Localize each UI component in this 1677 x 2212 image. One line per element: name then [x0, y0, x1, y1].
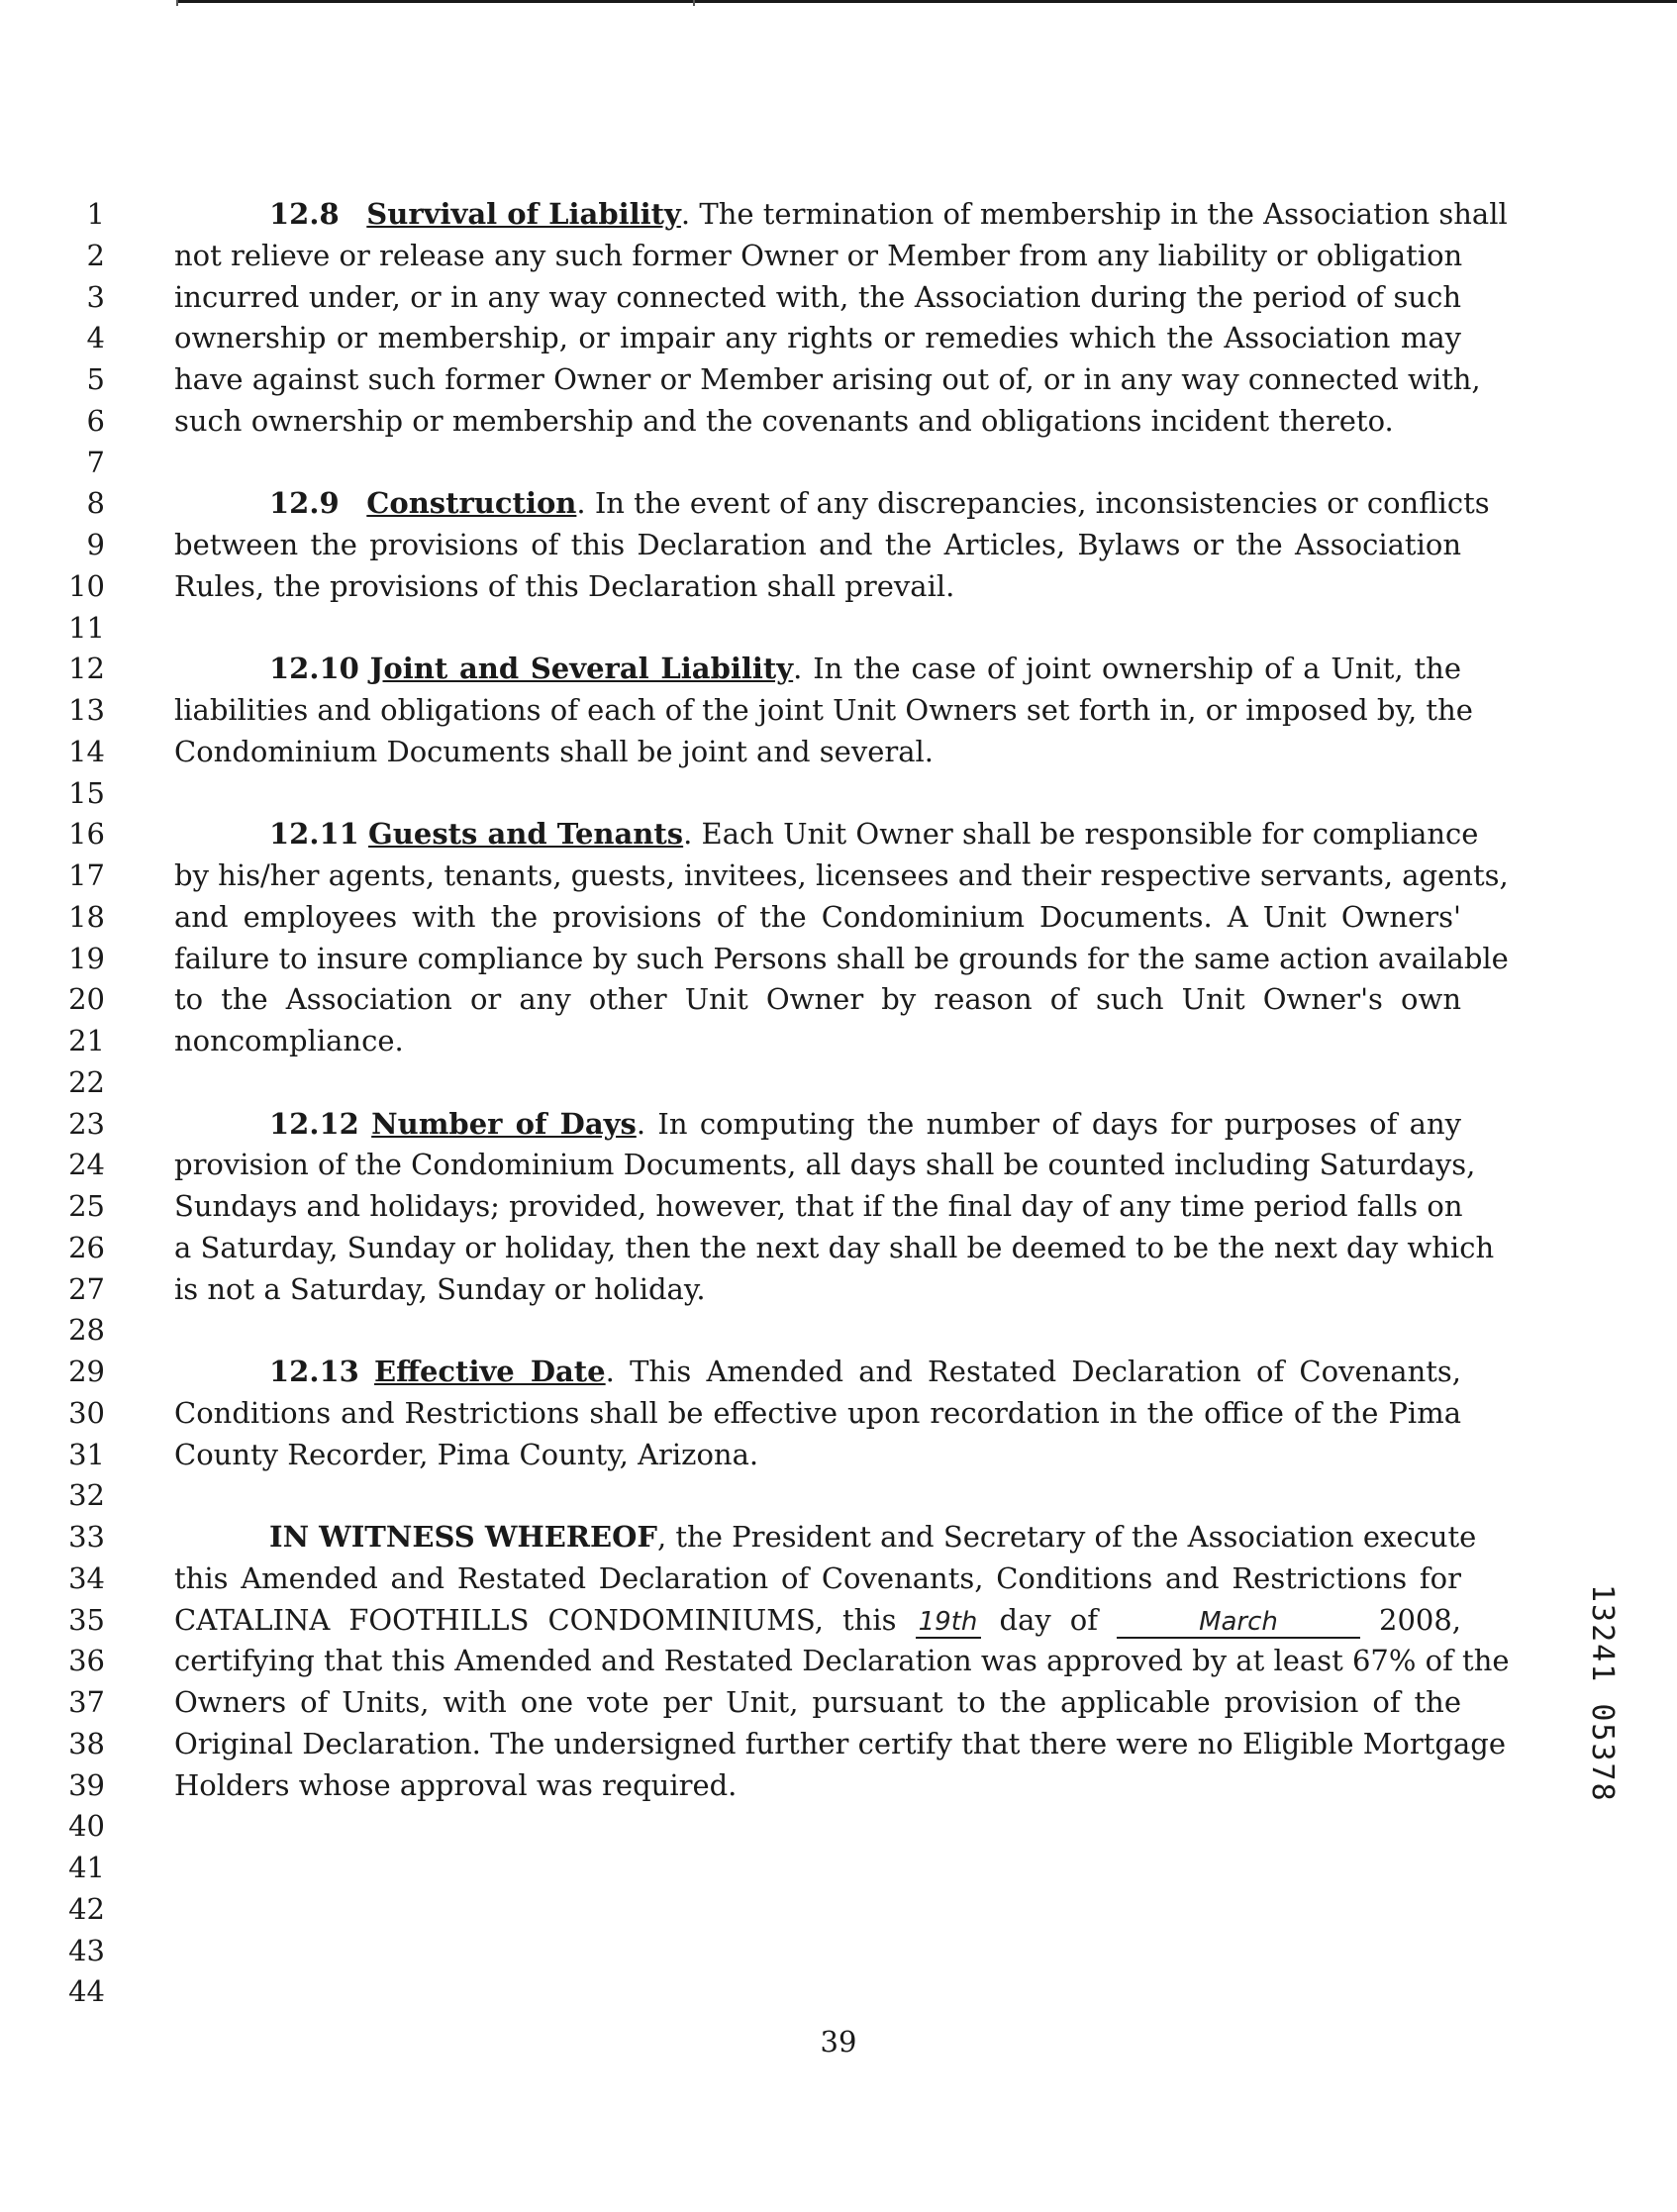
line-number: 28	[68, 1313, 105, 1348]
paragraph-line: Sundays and holidays; provided, however, that if the final day of any time period falls on	[174, 1189, 1463, 1223]
paragraph-line: and employees with the provisions of the Condominium Documents. A Unit Owners'	[174, 899, 1461, 934]
top-tick-mark	[176, 0, 178, 6]
paragraph-line: have against such former Owner or Member arising out of, or in any way connected with,	[174, 362, 1481, 396]
line-number: 21	[68, 1024, 105, 1057]
line-number: 38	[68, 1726, 105, 1760]
line-number: 22	[68, 1064, 105, 1099]
recording-stamp-number: 13241 05378	[1585, 1584, 1620, 1803]
line-number: 3	[86, 279, 105, 314]
line-number: 10	[68, 568, 105, 603]
paragraph-line: 12.8 Survival of Liability. The termination of membership in the Association shall	[269, 197, 1508, 231]
paragraph-line: 12.12 Number of Days. In computing the number of days for purposes of any	[269, 1106, 1462, 1141]
line-number: 27	[68, 1271, 105, 1306]
paragraph-line: between the provisions of this Declaration and the Articles, Bylaws or the Association	[174, 528, 1461, 561]
line-number: 19	[68, 941, 105, 975]
line-number: 36	[68, 1644, 105, 1678]
handwritten-month: March	[1117, 1607, 1360, 1639]
section-number: 12.10	[269, 652, 359, 686]
paragraph-line: 12.10 Joint and Several Liability. In the case of joint ownership of a Unit, the	[269, 652, 1461, 686]
section-number: 12.8	[269, 197, 340, 231]
paragraph-line: not relieve or release any such former Owner or Member from any liability or obligation	[174, 238, 1463, 272]
line-number: 33	[68, 1520, 105, 1554]
paragraph-line: 12.13 Effective Date. This Amended and Restated Declaration of Covenants,	[269, 1355, 1462, 1388]
paragraph-line: such ownership or membership and the covenants and obligations incident thereto.	[174, 403, 1394, 438]
paragraph-line: Condominium Documents shall be joint and several.	[174, 734, 935, 768]
signature-date-line: CATALINA FOOTHILLS CONDOMINIUMS, this 19th day of March 2008,	[174, 1602, 1462, 1637]
paragraph-line: failure to insure compliance by such Persons shall be grounds for the same action available	[174, 941, 1509, 975]
line-number: 44	[68, 1974, 105, 2009]
paragraph-line: certifying that this Amended and Restated Declaration was approved by at least 67% of the	[174, 1644, 1510, 1678]
paragraph-line: IN WITNESS WHEREOF, the President and Secretary of the Association execute	[269, 1520, 1477, 1554]
paragraph-line: is not a Saturday, Sunday or holiday.	[174, 1271, 706, 1306]
line-number: 5	[86, 362, 105, 396]
paragraph-line: incurred under, or in any way connected with, the Association during the period of such	[174, 279, 1461, 314]
paragraph-line: County Recorder, Pima County, Arizona.	[174, 1437, 759, 1471]
line-number: 30	[68, 1395, 105, 1430]
line-number: 29	[68, 1355, 105, 1388]
line-number: 43	[68, 1933, 105, 1967]
section-title: Survival of Liability	[366, 197, 681, 231]
line-number: 26	[68, 1230, 105, 1264]
line-number: 20	[68, 982, 105, 1017]
paragraph-line: this Amended and Restated Declaration of Covenants, Conditions and Restrictions for	[174, 1560, 1461, 1595]
line-number: 31	[68, 1437, 105, 1471]
section-title: Guests and Tenants	[368, 817, 684, 852]
section-number: 12.9	[269, 486, 340, 521]
year-text: 2008,	[1379, 1602, 1462, 1637]
line-number: 40	[68, 1809, 105, 1844]
line-number: 15	[68, 775, 105, 810]
line-number: 12	[68, 652, 105, 686]
line-number: 8	[86, 486, 105, 521]
line-number: 39	[68, 1767, 105, 1802]
paragraph-line: Conditions and Restrictions shall be effective upon recordation in the office of the Pima	[174, 1395, 1461, 1430]
section-number: 12.12	[269, 1106, 359, 1141]
paragraph-line: Rules, the provisions of this Declaration shall prevail.	[174, 568, 955, 603]
line-number: 2	[86, 238, 105, 272]
line-number: 7	[86, 445, 105, 479]
paragraph-line: 12.11 Guests and Tenants. Each Unit Owner shall be responsible for compliance	[269, 817, 1479, 852]
section-number: 12.13	[269, 1355, 359, 1388]
paragraph-line: a Saturday, Sunday or holiday, then the next day shall be deemed to be the next day which	[174, 1230, 1495, 1264]
paragraph-line: Holders whose approval was required.	[174, 1767, 738, 1802]
paragraph-line: to the Association or any other Unit Owner by reason of such Unit Owner's own	[174, 982, 1461, 1017]
witness-heading: IN WITNESS WHEREOF	[269, 1520, 657, 1554]
handwritten-day: 19th	[916, 1607, 981, 1639]
line-number: 34	[68, 1560, 105, 1595]
line-number: 32	[68, 1478, 105, 1513]
line-number: 42	[68, 1891, 105, 1926]
paragraph-line: Owners of Units, with one vote per Unit, pursuant to the applicable provision of the	[174, 1685, 1461, 1719]
section-title: Number of Days	[371, 1106, 637, 1141]
line-number: 1	[86, 197, 105, 231]
line-number: 41	[68, 1851, 105, 1884]
line-number: 16	[68, 817, 105, 852]
line-number: 11	[68, 610, 105, 645]
document-body	[174, 194, 1510, 1806]
line-number: 14	[68, 734, 105, 768]
line-number: 6	[86, 403, 105, 438]
line-number: 25	[68, 1189, 105, 1223]
line-number: 9	[86, 528, 105, 561]
line-number: 35	[68, 1602, 105, 1637]
paragraph-line: liabilities and obligations of each of the joint Unit Owners set forth in, or imposed by, the	[174, 693, 1473, 727]
paragraph-line: 12.9 Construction. In the event of any discrepancies, inconsistencies or conflicts	[269, 486, 1490, 521]
paragraph-line: provision of the Condominium Documents, all days shall be counted including Saturdays,	[174, 1148, 1476, 1182]
paragraph-line: noncompliance.	[174, 1024, 404, 1057]
section-title: Joint and Several Liability	[369, 652, 794, 686]
line-number: 13	[68, 693, 105, 727]
top-border-line	[176, 0, 1677, 3]
paragraph-line: Original Declaration. The undersigned further certify that there were no Eligible Mortgage	[174, 1726, 1506, 1760]
line-number-column	[30, 194, 105, 2013]
page-number: 39	[820, 2025, 857, 2059]
line-number: 37	[68, 1685, 105, 1719]
section-title: Construction	[366, 486, 577, 521]
line-number: 4	[86, 321, 105, 355]
section-title: Effective Date	[374, 1355, 606, 1388]
line-number: 24	[68, 1148, 105, 1182]
paragraph-line: by his/her agents, tenants, guests, invitees, licensees and their respective servants, agents,	[174, 858, 1509, 892]
section-number: 12.11	[269, 817, 359, 852]
top-tick-mark	[693, 0, 695, 6]
line-number: 18	[68, 899, 105, 934]
line-number: 23	[68, 1106, 105, 1141]
paragraph-line: ownership or membership, or impair any rights or remedies which the Association may	[174, 321, 1461, 355]
line-number: 17	[68, 858, 105, 892]
